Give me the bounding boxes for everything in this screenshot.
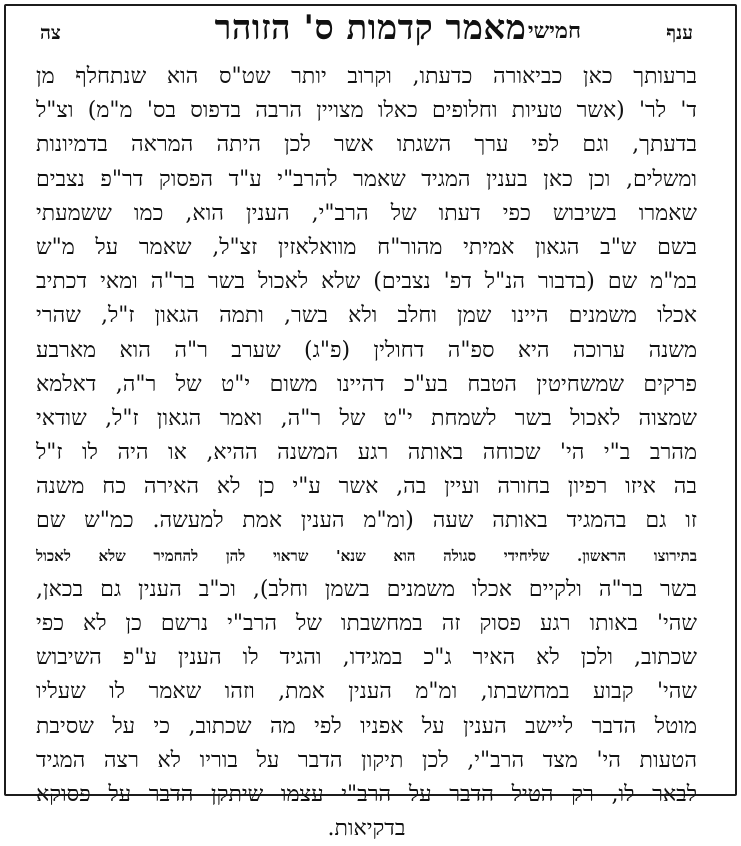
text-line: זו גם בהמגיד באותה שעה (ומ"מ הענין אמת למעשה. כמ"ש שם xyxy=(36,508,697,534)
text-line: שכתוב, ולכן לא האיר ג"כ במגידו, והגיד לו הענין ע"פ השיבוש xyxy=(36,645,697,671)
text-line-small: בתירוצו הראשון. שליחידי סגולה הוא שנא' שראוי להן להחמיר שלא לאכול xyxy=(36,546,697,565)
text-line: שהי' באותו רגע פסוק זה במחשבתו של הרב"י נרשם כן לא כפי xyxy=(36,611,697,636)
text-line: בה איזו רפיון בחורה ועיין בה, אשר ע"י כן לא האירה כח משנה xyxy=(36,474,697,500)
text-line: הטעות הי' מצד הרב"י, לכן תיקון הדבר על בוריו לא רצה המגיד xyxy=(36,747,697,773)
text-line: מוטל הדבר ליישב הענין על אפניו לפי מה שכתוב, כי על שסיבת xyxy=(36,713,697,739)
text-line: מהרב ב"י הי' שכוחה באותה רגע המשנה ההיא, או היה לו ז"ל xyxy=(36,440,697,466)
text-line: בשם ש"ב הגאון אמיתי מהור"ח מוואלאזין זצ"ל, שאמר על מ"ש xyxy=(36,234,697,260)
branch-number: חמישי xyxy=(527,18,581,44)
text-line: במ"מ שם (בדבור הנ"ל דפ' נצבים) שלא לאכול בשר בר"ה ומאי דכתיב xyxy=(36,269,697,295)
text-line: ד' לר' (אשר טעיות וחלופים כאלו מצויין הרבה בדפוס בס' מ"מ) וצ"ל xyxy=(36,98,697,124)
text-line: אכלו משמנים היינו שמן וחלב ולא בשר, ותמה הגאון ז"ל, שהרי xyxy=(36,303,697,329)
branch-label: ענף xyxy=(666,22,693,44)
text-line: פרקים שמשחיטין הטבח בע"כ דהיינו משום י"ט של ר"ה, דאלמא xyxy=(36,371,697,397)
text-line: שמצוה לאכול בשר לשמחת י"ט של ר"ה, ואמר הגאון ז"ל, שודאי xyxy=(36,405,697,431)
text-line: שהי' קבוע במחשבתו, ומ"מ הענין אמת, וזהו שאמר לו שעליו xyxy=(36,679,697,705)
text-line: ברעותך כאן כביאורה כדעתו, וקרוב יותר שט"ס הוא שנתחלף מן xyxy=(36,64,697,89)
text-line: ומשלים, וכן כאן בענין המגיד שאמר להרב"י ע"ד הפסוק דר"פ נצבים xyxy=(36,166,697,192)
text-line: שאמרו בשיבוש כפי דעתו של הרב"י, הענין הוא, כמו ששמעתי xyxy=(36,200,697,226)
page-title: מאמר קדמות ס' הזוהר xyxy=(214,8,527,48)
text-line: בדעתך, וגם לפי ערך השגתו אשר לכן היתה המראה בדמיונות xyxy=(36,132,697,158)
page-number: צה xyxy=(40,22,61,44)
text-line: בשר בר"ה ולקיים אכלו משמנים בשמן וחלב), וכ"ב הענין גם בכאן, xyxy=(36,576,697,602)
text-line: משנה ערוכה היא ספ"ה דחולין (פ"ג) שערב ר"ה הוא מארבע xyxy=(36,337,697,363)
running-header xyxy=(40,8,701,52)
body-text xyxy=(36,60,697,846)
text-line: לבאר לו, רק הטיל הדבר על הרב"י עצמו שיתקן הדבר על פסוקא xyxy=(36,781,697,807)
text-line-final: בדקיאות. xyxy=(327,816,406,842)
